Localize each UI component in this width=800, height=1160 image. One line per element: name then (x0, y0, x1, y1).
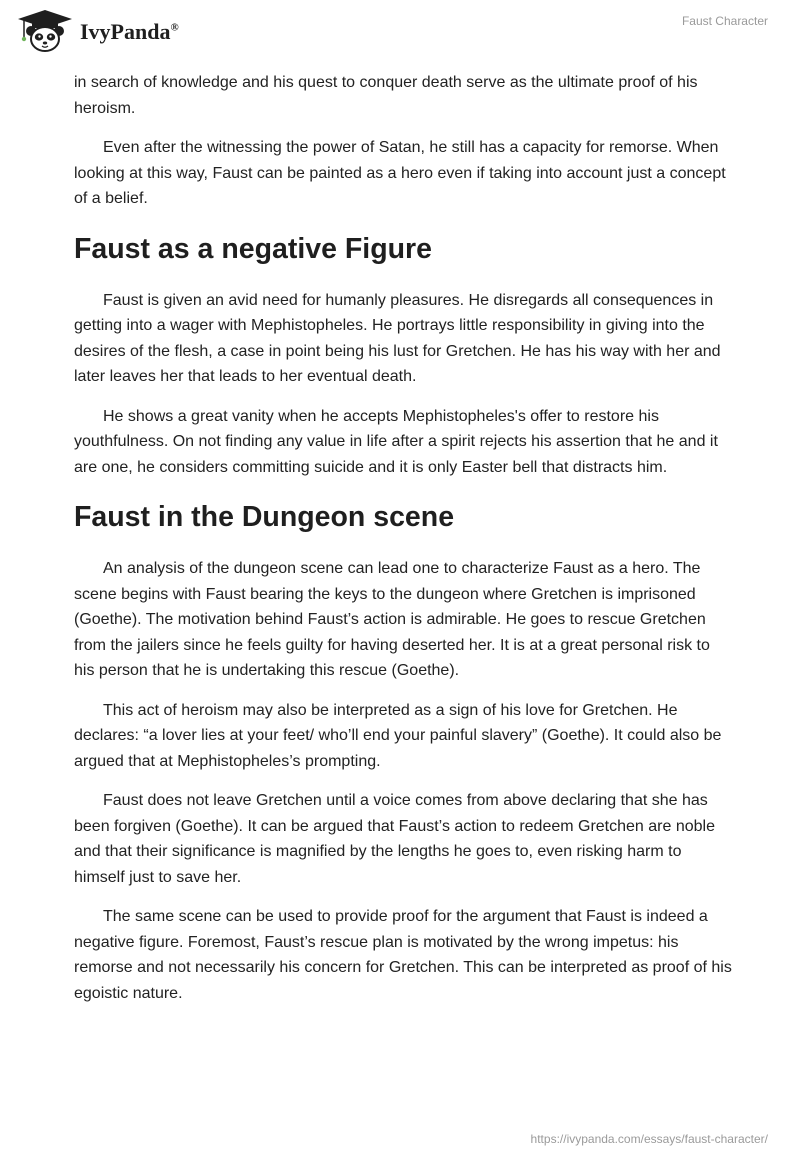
source-url[interactable]: https://ivypanda.com/essays/faust-character/ (530, 1132, 768, 1146)
body-paragraph: Faust is given an avid need for humanly pleasures. He disregards all consequences in getting into a wager with Mephistopheles. He portrays little responsibility in giving into the desires of the flesh, a case in point being his lust for Gretchen. He has his way with her and later leaves her that leads to her eventual death. (74, 291, 721, 385)
panda-graduate-icon (16, 8, 74, 52)
body-paragraph: in search of knowledge and his quest to conquer death serve as the ultimate proof of his heroism. (74, 74, 698, 117)
body-paragraph: Faust does not leave Gretchen until a voice comes from above declaring that she has been forgiven (Goethe). It can be argued that Faust’s action to redeem Gretchen are noble and that their significance is magnified by the lengths he goes to, even risking harm to himself just to save her. (74, 792, 715, 886)
body-paragraph: This act of heroism may also be interpreted as a sign of his love for Gretchen. He declares: “a lover lies at your feet/ who’ll end your painful slavery” (Goethe). It could also be argued that at Mephistopheles’s prompting. (74, 701, 722, 770)
section-heading: Faust in the Dungeon scene (74, 501, 455, 533)
body-paragraph: The same scene can be used to provide proof for the argument that Faust is indeed a negative figure. Foremost, Faust’s rescue plan is motivated by the wrong impetus: his remorse and not necessarily his concern for Gretchen. This can be interpreted as proof of his egoistic nature. (74, 908, 732, 1002)
section-heading: Faust as a negative Figure (74, 232, 432, 265)
brand-name: IvyPanda® (80, 19, 179, 44)
body-paragraph: Even after the witnessing the power of Satan, he still has a capacity for remorse. When looking at this way, Faust can be painted as a hero even if taking into account just a concept of a belief. (74, 139, 726, 207)
document-title: Faust Character (681, 14, 768, 28)
body-paragraph: An analysis of the dungeon scene can lead one to characterize Faust as a hero. The scene begins with Faust bearing the keys to the dungeon where Gretchen is imprisoned (Goethe). The motivation behind Faust’s action is admirable. He goes to rescue Gretchen from the jailers since he feels guilty for having deserted her. It is at a great personal risk to his person that he is undertaking this rescue (Goethe). (74, 560, 710, 679)
essay-body (74, 70, 734, 1020)
page-header (0, 0, 800, 70)
body-paragraph: He shows a great vanity when he accepts Mephistopheles's offer to restore his youthfulness. On not finding any value in life after a spirit rejects his assertion that he and it are one, he considers committing suicide and it is only Easter bell that distracts him. (74, 407, 718, 476)
brand-logo[interactable] (16, 8, 179, 52)
